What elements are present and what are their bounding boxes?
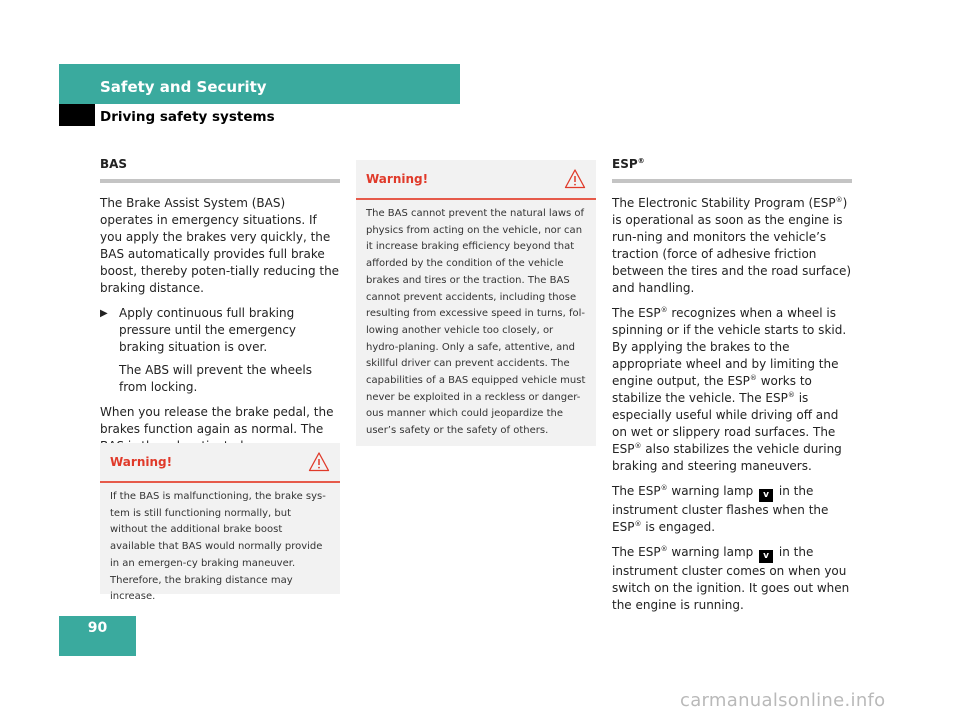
esp-paragraph-2: The ESP® recognizes when a wheel is spinning or if the vehicle starts to skid. By applying the brakes to the appropriate wheel and by limiting the engine output, the ESP® works to stabilize the vehicle. The ESP® is especially useful while driving off and on wet or slippery road surfaces. The ESP® also stabilizes the vehicle during braking and steering maneuvers.	[612, 306, 847, 473]
warning-text: The BAS cannot prevent the natural laws of physics from acting on the vehicle, nor can it increase braking efficiency beyond that afforded by the condition of the vehicle brakes and tires or the traction. The BAS cannot prevent accidents, including those resulting from excessive speed in turns, fol-lowing another vehicle too closely, or hydro-planing. Only a safe, attentive, and skillful driver can prevent accidents. The capabilities of a BAS equipped vehicle must never be exploited in a reckless or danger-ous manner which could jeopardize the user’s safety or the safety of others.	[366, 208, 586, 437]
warning-box-bas-limits	[356, 160, 596, 446]
bas-release: When you release the brake pedal, the brakes function again as normal. The	[100, 405, 334, 436]
warning-header	[356, 160, 596, 198]
watermark: carmanualsonline.info	[680, 690, 886, 711]
bas-heading: BAS	[100, 157, 128, 171]
header-black-block	[59, 104, 95, 126]
warning-label: Warning!	[110, 455, 173, 469]
bas-intro: The Brake Assist System (BAS) operates in emergency situations. If you apply the brakes very quickly, the BAS automatically provides full brake boost, thereby poten-tially reducing the braking distance.	[100, 196, 340, 295]
esp-section	[612, 156, 852, 622]
bas-step-text: Apply continuous full braking pressure until the emergency braking situation is over.	[119, 306, 297, 354]
page-number: 90	[87, 620, 108, 636]
bullet-arrow-icon: ▶	[100, 308, 108, 319]
esp-paragraph-1: The Electronic Stability Program (ESP®) is operational as soon as the engine is run-ning and monitors the vehicle’s traction (force of adhesive friction between the tires and the road surface) and handling.	[612, 196, 852, 295]
warning-text: If the BAS is malfunctioning, the brake sys-tem is still functioning normally, but without the additional brake boost available that BAS would normally provide in an emergen-cy braking maneuver. Therefore, the braking distance may increase.	[110, 491, 326, 603]
bas-step	[100, 305, 340, 356]
warning-triangle-icon	[308, 451, 330, 473]
esp-warning-lamp-icon: v	[759, 489, 773, 502]
esp-heading: ESP®	[612, 157, 645, 171]
esp-paragraph-4: The ESP® warning lamp v in the instrument cluster comes on when you switch on the ignition. It goes out when the engine is running.	[612, 545, 850, 612]
section-title: Safety and Security	[100, 78, 267, 96]
esp-heading-rule	[612, 179, 852, 183]
bas-step-note: The ABS will prevent the wheels from locking.	[119, 363, 312, 394]
warning-label: Warning!	[366, 172, 429, 186]
esp-paragraph-3: The ESP® warning lamp v in the instrument cluster flashes when the ESP® is engaged.	[612, 484, 829, 534]
subsection-title: Driving safety systems	[100, 109, 275, 125]
warning-box-bas-malfunction	[100, 443, 340, 603]
esp-warning-lamp-icon: v	[759, 550, 773, 563]
bas-heading-rule	[100, 179, 340, 183]
warning-triangle-icon	[564, 168, 586, 190]
bas-section	[100, 156, 340, 463]
warning-header	[100, 443, 340, 481]
